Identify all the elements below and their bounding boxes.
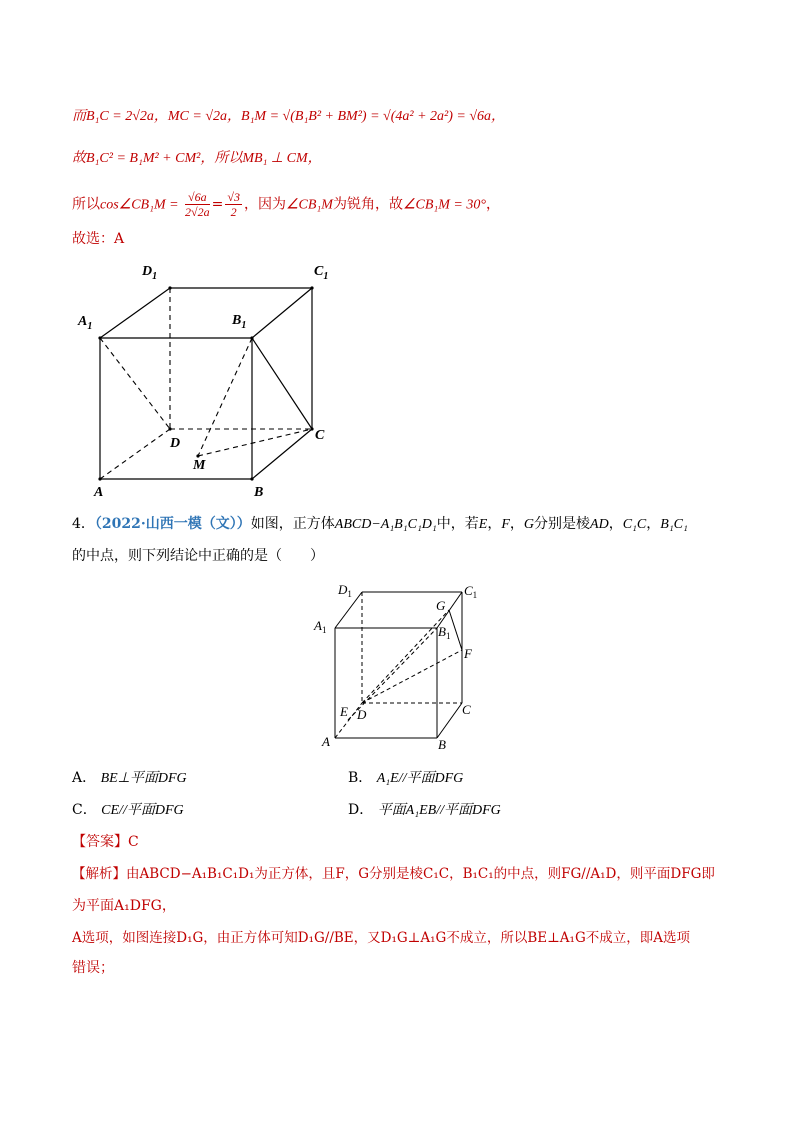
label-A: A (94, 485, 104, 500)
analysis-line-2: 为平面A₁DFG， (72, 898, 176, 914)
question-4-line-1: 4．（2022·山西一模（文））如图，正方体ABCD−A₁B₁C₁D₁中，若E，F，G分别是棱AD，C₁C，B₁C₁ (72, 516, 688, 532)
label-M: M (193, 458, 206, 473)
fraction-2: $\frac{√3}{2}$ (227, 190, 240, 219)
label-B1: $B_1$ (232, 313, 247, 331)
option-a: A． BE⊥平面DFG (72, 770, 187, 786)
label2-D1: $D_1$ (338, 582, 352, 599)
label2-A1: $A_1$ (314, 618, 327, 635)
option-c: C． CE//平面DFG (72, 802, 184, 818)
solution-line-3: 所以cos∠CB₁M = $\frac{√6a}{2√2a}$ = $\frac{√3}{2}$ ，因为∠CB₁M为锐角，故∠CB₁M = 30°， (72, 190, 500, 219)
answer-line: 故选：A (72, 231, 125, 247)
label2-E: E (340, 704, 348, 719)
label2-B1: $B_1$ (438, 624, 451, 641)
option-b: B． A₁E//平面DFG (348, 770, 464, 786)
question-4-line-2: 的中点，则下列结论中正确的是（ ） (72, 548, 324, 564)
label2-F: F (464, 646, 472, 661)
fraction-1: $\frac{√6a}{2√2a}$ (185, 190, 210, 219)
label2-A: A (322, 734, 330, 749)
label-C: C (315, 428, 325, 443)
label-D1: $D_1$ (142, 264, 158, 282)
answer-block: 【答案】C (72, 834, 139, 850)
label-B: B (254, 485, 264, 500)
analysis-line-4: 错误； (72, 960, 114, 976)
label-C1: $C_1$ (314, 264, 329, 282)
option-d: D． 平面A₁EB//平面DFG (348, 802, 501, 818)
analysis-line-1: 【解析】由ABCD−A₁B₁C₁D₁为正方体，且F，G分别是棱C₁C，B₁C₁的中点，则FG//A₁D，则平面DFG即 (72, 866, 715, 882)
cube-figure-1 (70, 255, 350, 510)
solution-line-1: 而B₁C = 2√2a，MC = √2a，B₁M = √(B₁B² + BM²) = √(4a² + 2a²) = √6a， (72, 109, 506, 124)
label2-B: B (438, 737, 446, 752)
label-A1: $A_1$ (78, 314, 93, 332)
analysis-line-3: A选项，如图连接D₁G，由正方体可知D₁G//BE，又D₁G⊥A₁G不成立，所以BE⊥A₁G不成立，即A选项 (72, 930, 690, 946)
label2-C: C (462, 702, 471, 717)
label2-D: D (357, 707, 367, 722)
label-D: D (170, 436, 181, 451)
cube-figure-2 (310, 578, 490, 753)
label2-G: G (436, 598, 446, 613)
label2-C1: $C_1$ (464, 583, 478, 600)
solution-line-2: 故B₁C² = B₁M² + CM²，所以MB₁ ⊥ CM， (72, 151, 322, 166)
